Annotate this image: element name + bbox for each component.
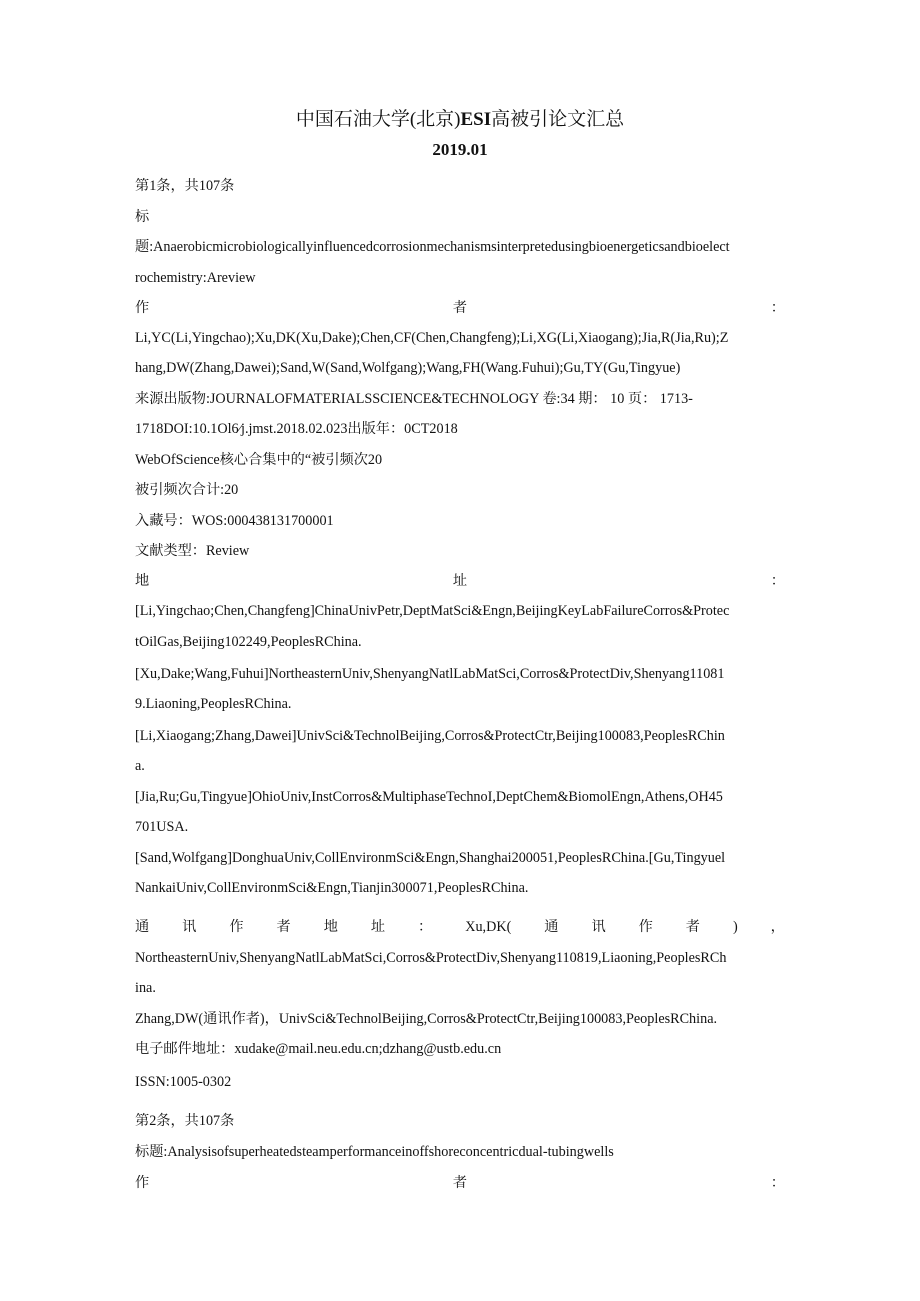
entry-1-address-4: [Jia,Ru;Gu,Tingyue]OhioUniv,InstCorros&MultiphaseTechnoI,DeptChem&BiomolEngn,Athens,OH45 bbox=[135, 789, 723, 805]
entry-1-corr-address: NortheasternUniv,ShenyangNatlLabMatSci,Corros&ProtectDiv,Shenyang110819,Liaoning,PeoplesRCh bbox=[135, 950, 727, 966]
title-suffix: 高被引论文汇总 bbox=[491, 109, 625, 130]
entry-1-total-cites: 被引频次合计:20 bbox=[135, 482, 239, 498]
entry-1-address-2-cont: 9.Liaoning,PeoplesRChina. bbox=[135, 696, 292, 712]
title-prefix: 中国石油大学(北京) bbox=[295, 109, 461, 130]
document-date: 2019.01 bbox=[432, 140, 488, 159]
entry-1-doc-type: 文献类型：Review bbox=[135, 543, 250, 559]
entry-1-count: 第1条，共107条 bbox=[135, 178, 235, 194]
entry-1-title-label: 标 bbox=[135, 209, 150, 225]
entry-1-source-cont: 1718DOI:10.1Ol6∕j.jmst.2018.02.023出版年：0CT2018 bbox=[135, 421, 458, 437]
document-title bbox=[0, 108, 920, 132]
entry-1-address-5-cont: NankaiUniv,CollEnvironmSci&Engn,Tianjin300071,PeoplesRChina. bbox=[135, 880, 529, 896]
entry-2-count: 第2条，共107条 bbox=[135, 1113, 235, 1129]
entry-1-address-5: [Sand,Wolfgang]DonghuaUniv,CollEnvironmSci&Engn,Shanghai200051,PeoplesRChina.[Gu,Tingyuel bbox=[135, 850, 726, 866]
entry-1-author-label: 作 者 ： bbox=[135, 300, 785, 316]
entry-1-title: 题:Anaerobicmicrobiologicallyinfluencedcorrosionmechanismsinterpretedusingbioenergeticsandbioelect bbox=[135, 239, 730, 255]
entry-1-authors: Li,YC(Li,Yingchao);Xu,DK(Xu,Dake);Chen,CF(Chen,Changfeng);Li,XG(Li,Xiaogang);Jia,R(Jia,Ru);Z bbox=[135, 330, 729, 346]
entry-1-corr-label: 通 讯 作 者 地 址 ： Xu,DK( 通 讯 作 者 ) ， bbox=[135, 919, 785, 935]
entry-1-source: 来源出版物:JOURNALOFMATERIALSSCIENCE&TECHNOLOGY 卷:34 期： 10 页： 1713- bbox=[135, 391, 693, 407]
entry-1-address-3-cont: a. bbox=[135, 758, 145, 774]
entry-1-address-1-cont: tOilGas,Beijing102249,PeoplesRChina. bbox=[135, 634, 362, 650]
entry-1-wos-cites: WebOfScience核心合集中的“被引频次20 bbox=[135, 452, 383, 468]
entry-1-corr-address-cont: ina. bbox=[135, 980, 156, 996]
title-esi: ESI bbox=[460, 109, 492, 130]
entry-2-title: 标题:Analysisofsuperheatedsteamperformanceinoffshoreconcentricdual-tubingwells bbox=[135, 1144, 614, 1160]
entry-1-accession: 入藏号：WOS:000438131700001 bbox=[135, 513, 334, 529]
entry-1-authors-cont: hang,DW(Zhang,Dawei);Sand,W(Sand,Wolfgang);Wang,FH(Wang.Fuhui);Gu,TY(Gu,Tingyue) bbox=[135, 360, 681, 376]
entry-1-corr-address-2: Zhang,DW(通讯作者)，UnivSci&TechnolBeijing,Corros&ProtectCtr,Beijing100083,PeoplesRChina. bbox=[135, 1011, 718, 1027]
entry-1-address-2: [Xu,Dake;Wang,Fuhui]NortheasternUniv,ShenyangNatlLabMatSci,Corros&ProtectDiv,Shenyang11081 bbox=[135, 666, 725, 682]
entry-1-issn: ISSN:1005-0302 bbox=[135, 1074, 232, 1090]
entry-1-address-4-cont: 701USA. bbox=[135, 819, 189, 835]
entry-1-address-label: 地 址 ： bbox=[135, 573, 785, 589]
entry-2-author-label: 作 者 ： bbox=[135, 1175, 785, 1191]
entry-1-address-1: [Li,Yingchao;Chen,Changfeng]ChinaUnivPetr,DeptMatSci&Engn,BeijingKeyLabFailureCorros&Protec bbox=[135, 603, 730, 619]
entry-1-title-cont: rochemistry:Areview bbox=[135, 270, 256, 286]
entry-1-email: 电子邮件地址：xudake@mail.neu.edu.cn;dzhang@ustb.edu.cn bbox=[135, 1041, 502, 1057]
entry-1-address-3: [Li,Xiaogang;Zhang,Dawei]UnivSci&TechnolBeijing,Corros&ProtectCtr,Beijing100083,PeoplesRChin bbox=[135, 728, 725, 744]
